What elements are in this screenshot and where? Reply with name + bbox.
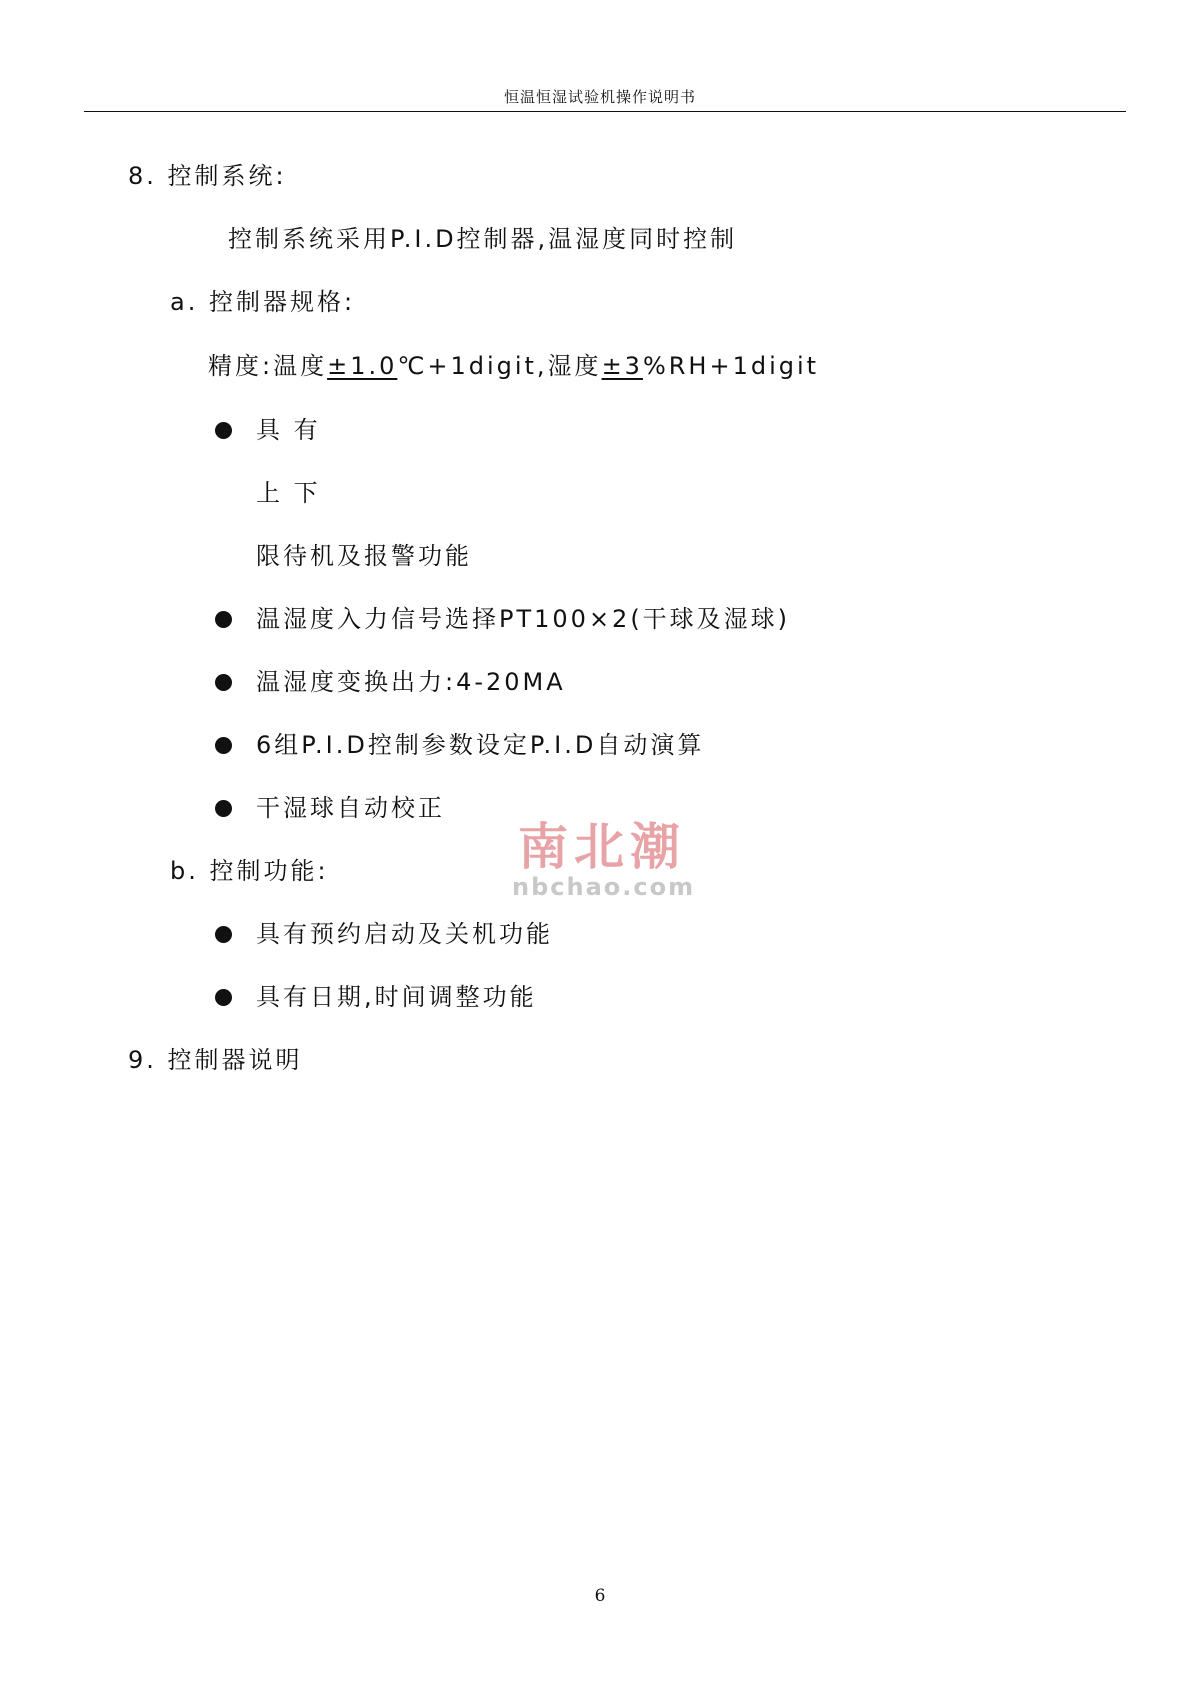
document-header: 恒温恒湿试验机操作说明书 (503, 88, 696, 106)
section-8-heading: 8. 控制系统: (128, 162, 287, 190)
precision-line (208, 350, 819, 382)
bullet-a4: 6组P.I.D控制参数设定P.I.D自动演算 (256, 731, 705, 759)
bullet-icon (215, 989, 232, 1006)
bullet-b2: 具有日期,时间调整功能 (256, 983, 537, 1011)
bullet-icon (215, 800, 232, 817)
watermark-logo (512, 817, 696, 901)
bullet-icon (215, 737, 232, 754)
page-number: 6 (594, 1586, 606, 1606)
temp-precision-suffix: ℃+1digit,湿度 (397, 352, 602, 380)
rh-precision-value: ±3 (601, 352, 643, 380)
bullet-b1: 具有预约启动及关机功能 (256, 920, 553, 948)
subsection-a-heading: a. 控制器规格: (170, 288, 356, 316)
rh-precision-suffix: %RH+1digit (642, 352, 820, 380)
bullet-a1-line3: 限待机及报警功能 (256, 542, 472, 570)
bullet-a3: 温湿度变换出力:4-20MA (256, 668, 566, 696)
section-8-intro: 控制系统采用P.I.D控制器,温湿度同时控制 (228, 225, 738, 253)
bullet-a2: 温湿度入力信号选择PT100×2(干球及湿球) (256, 605, 791, 633)
bullet-a1-line1: 具 有 (256, 416, 321, 444)
bullet-icon (215, 926, 232, 943)
bullet-a5: 干湿球自动校正 (256, 794, 445, 822)
watermark-en: nbchao.com (512, 873, 696, 901)
header-divider (84, 111, 1126, 112)
watermark-cn: 南北潮 (518, 817, 686, 876)
bullet-icon (215, 422, 232, 439)
subsection-b-heading: b. 控制功能: (170, 857, 329, 885)
bullet-a1-line2: 上 下 (256, 479, 321, 507)
section-9-heading: 9. 控制器说明 (128, 1046, 303, 1074)
precision-label: 精度:温度 (208, 352, 328, 380)
temp-precision-value: ±1.0 (327, 352, 398, 380)
bullet-icon (215, 674, 232, 691)
bullet-icon (215, 611, 232, 628)
